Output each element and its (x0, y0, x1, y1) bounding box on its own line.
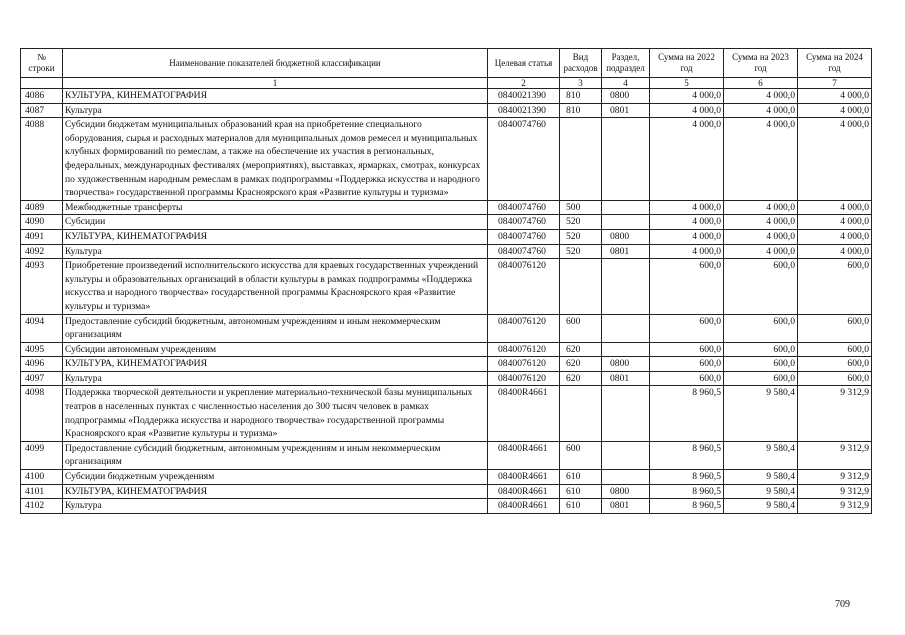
expense-type-cell: 810 (560, 103, 602, 118)
section-cell (602, 470, 650, 485)
sum-2022-cell: 600,0 (650, 342, 724, 357)
budget-table (20, 48, 872, 514)
expense-type-cell: 600 (560, 314, 602, 342)
name-cell: Культура (63, 244, 488, 259)
sum-2022-cell: 4 000,0 (650, 118, 724, 201)
table-row (21, 357, 872, 372)
sum-2022-cell: 8 960,5 (650, 484, 724, 499)
section-cell: 0801 (602, 103, 650, 118)
name-cell: Культура (63, 103, 488, 118)
sum-2023-cell: 9 580,4 (724, 441, 798, 469)
table-row (21, 89, 872, 104)
section-cell: 0801 (602, 499, 650, 514)
section-cell: 0800 (602, 357, 650, 372)
sum-2023-cell: 600,0 (724, 259, 798, 314)
sum-2024-cell: 4 000,0 (798, 118, 872, 201)
sum-2024-cell: 9 312,9 (798, 499, 872, 514)
sum-2022-cell: 4 000,0 (650, 103, 724, 118)
sum-2022-cell: 4 000,0 (650, 244, 724, 259)
row-number-cell: 4087 (21, 103, 63, 118)
section-cell: 0800 (602, 89, 650, 104)
table-row (21, 386, 872, 441)
name-cell: Межбюджетные трансферты (63, 200, 488, 215)
sum-2023-cell: 600,0 (724, 357, 798, 372)
sum-2023-cell: 600,0 (724, 314, 798, 342)
header-name: Наименование показателей бюджетной классификации (63, 49, 488, 78)
row-number-cell: 4102 (21, 499, 63, 514)
row-number-cell: 4091 (21, 229, 63, 244)
expense-type-cell: 500 (560, 200, 602, 215)
row-number-cell: 4086 (21, 89, 63, 104)
sum-2023-cell: 9 580,4 (724, 470, 798, 485)
target-article-cell: 0840021390 (488, 103, 560, 118)
row-number-cell: 4100 (21, 470, 63, 485)
row-number-cell: 4099 (21, 441, 63, 469)
expense-type-cell (560, 118, 602, 201)
name-cell: КУЛЬТУРА, КИНЕМАТОГРАФИЯ (63, 89, 488, 104)
table-row (21, 118, 872, 201)
sum-2023-cell: 4 000,0 (724, 118, 798, 201)
target-article-cell: 08400R4661 (488, 484, 560, 499)
sum-2023-cell: 4 000,0 (724, 103, 798, 118)
target-article-cell: 0840074760 (488, 200, 560, 215)
sum-2022-cell: 600,0 (650, 259, 724, 314)
page-number: 709 (835, 599, 850, 610)
sum-2022-cell: 4 000,0 (650, 215, 724, 230)
section-cell (602, 118, 650, 201)
row-number-cell: 4088 (21, 118, 63, 201)
column-number: 2 (488, 78, 560, 89)
header-sum-2023: Сумма на 2023 год (724, 49, 798, 78)
name-cell: КУЛЬТУРА, КИНЕМАТОГРАФИЯ (63, 357, 488, 372)
sum-2022-cell: 600,0 (650, 357, 724, 372)
table-row (21, 441, 872, 469)
section-cell (602, 342, 650, 357)
target-article-cell: 0840076120 (488, 357, 560, 372)
table-body (21, 89, 872, 514)
sum-2022-cell: 600,0 (650, 314, 724, 342)
name-cell: Приобретение произведений исполнительского искусства для краевых государственных учреждений культуры и образовательных организаций в области культуры в рамках подпрограммы «Поддержка искусства и народного творчества» государственной программы Красноярского края «Развитие культуры и туризма» (63, 259, 488, 314)
expense-type-cell (560, 259, 602, 314)
expense-type-cell: 520 (560, 215, 602, 230)
row-number-cell: 4089 (21, 200, 63, 215)
name-cell: Субсидии бюджетам муниципальных образований края на приобретение специального оборудования, сырья и расходных материалов для муниципальных домов ремесел и муниципальных клубных формирований по ремеслам, а также на обеспечение их участия в региональных, федеральных, международных фестивалях (мероприятиях), выставках, ярмарках, смотрах, конкурсах по художественным народным ремеслам в рамках подпрограммы «Поддержка искусства и народного творчества» государственной программы Красноярского края «Развитие культуры и туризма» (63, 118, 488, 201)
section-cell (602, 259, 650, 314)
table-row (21, 200, 872, 215)
section-cell (602, 314, 650, 342)
target-article-cell: 0840021390 (488, 89, 560, 104)
sum-2022-cell: 8 960,5 (650, 386, 724, 441)
table-row (21, 484, 872, 499)
sum-2022-cell: 8 960,5 (650, 470, 724, 485)
sum-2024-cell: 4 000,0 (798, 89, 872, 104)
sum-2024-cell: 600,0 (798, 342, 872, 357)
table-row (21, 215, 872, 230)
column-number: 5 (650, 78, 724, 89)
column-number: 6 (724, 78, 798, 89)
target-article-cell: 0840076120 (488, 371, 560, 386)
table-row (21, 371, 872, 386)
sum-2024-cell: 9 312,9 (798, 386, 872, 441)
sum-2023-cell: 4 000,0 (724, 244, 798, 259)
expense-type-cell: 620 (560, 371, 602, 386)
column-number: 1 (63, 78, 488, 89)
target-article-cell: 0840074760 (488, 118, 560, 201)
table-row (21, 342, 872, 357)
name-cell: Поддержка творческой деятельности и укрепление материально-технической базы муниципальных театров в населенных пунктах с численностью населения до 300 тысяч человек в рамках подпрограммы «Поддержка искусства и народного творчества» государственной программы Красноярского края «Развитие культуры и туризма» (63, 386, 488, 441)
sum-2024-cell: 9 312,9 (798, 441, 872, 469)
target-article-cell: 0840074760 (488, 229, 560, 244)
expense-type-cell (560, 386, 602, 441)
name-cell: Субсидии (63, 215, 488, 230)
row-number-cell: 4092 (21, 244, 63, 259)
sum-2023-cell: 600,0 (724, 342, 798, 357)
sum-2023-cell: 600,0 (724, 371, 798, 386)
section-cell (602, 441, 650, 469)
target-article-cell: 08400R4661 (488, 499, 560, 514)
row-number-cell: 4097 (21, 371, 63, 386)
expense-type-cell: 520 (560, 229, 602, 244)
target-article-cell: 0840076120 (488, 259, 560, 314)
target-article-cell: 0840074760 (488, 244, 560, 259)
column-number: 3 (560, 78, 602, 89)
expense-type-cell: 610 (560, 484, 602, 499)
section-cell: 0800 (602, 229, 650, 244)
expense-type-cell: 520 (560, 244, 602, 259)
column-number: 7 (798, 78, 872, 89)
expense-type-cell: 620 (560, 342, 602, 357)
column-number-row (21, 78, 872, 89)
expense-type-cell: 610 (560, 499, 602, 514)
name-cell: КУЛЬТУРА, КИНЕМАТОГРАФИЯ (63, 484, 488, 499)
sum-2023-cell: 4 000,0 (724, 200, 798, 215)
expense-type-cell: 600 (560, 441, 602, 469)
target-article-cell: 08400R4661 (488, 441, 560, 469)
name-cell: Культура (63, 371, 488, 386)
table-row (21, 259, 872, 314)
row-number-cell: 4095 (21, 342, 63, 357)
header-expense-type: Вид расходов (560, 49, 602, 78)
sum-2022-cell: 4 000,0 (650, 89, 724, 104)
section-cell (602, 200, 650, 215)
header-section: Раздел, подраздел (602, 49, 650, 78)
target-article-cell: 08400R4661 (488, 470, 560, 485)
section-cell: 0801 (602, 371, 650, 386)
row-number-cell: 4093 (21, 259, 63, 314)
section-cell: 0801 (602, 244, 650, 259)
sum-2024-cell: 4 000,0 (798, 103, 872, 118)
sum-2024-cell: 4 000,0 (798, 229, 872, 244)
section-cell (602, 215, 650, 230)
row-number-cell: 4101 (21, 484, 63, 499)
sum-2023-cell: 4 000,0 (724, 229, 798, 244)
sum-2023-cell: 9 580,4 (724, 484, 798, 499)
expense-type-cell: 620 (560, 357, 602, 372)
table-row (21, 244, 872, 259)
name-cell: КУЛЬТУРА, КИНЕМАТОГРАФИЯ (63, 229, 488, 244)
section-cell: 0800 (602, 484, 650, 499)
name-cell: Предоставление субсидий бюджетным, автономным учреждениям и иным некоммерческим организациям (63, 441, 488, 469)
row-number-cell: 4096 (21, 357, 63, 372)
name-cell: Субсидии бюджетным учреждениям (63, 470, 488, 485)
header-row (21, 49, 872, 78)
header-sum-2024: Сумма на 2024 год (798, 49, 872, 78)
sum-2023-cell: 9 580,4 (724, 499, 798, 514)
header-target-article: Целевая статья (488, 49, 560, 78)
expense-type-cell: 810 (560, 89, 602, 104)
sum-2024-cell: 9 312,9 (798, 470, 872, 485)
sum-2024-cell: 600,0 (798, 259, 872, 314)
header-row-number: № строки (21, 49, 63, 78)
table-row (21, 470, 872, 485)
expense-type-cell: 610 (560, 470, 602, 485)
table-row (21, 103, 872, 118)
sum-2023-cell: 4 000,0 (724, 215, 798, 230)
sum-2024-cell: 600,0 (798, 357, 872, 372)
target-article-cell: 08400R4661 (488, 386, 560, 441)
table-row (21, 499, 872, 514)
sum-2023-cell: 9 580,4 (724, 386, 798, 441)
sum-2024-cell: 4 000,0 (798, 215, 872, 230)
row-number-cell: 4090 (21, 215, 63, 230)
name-cell: Культура (63, 499, 488, 514)
row-number-cell: 4098 (21, 386, 63, 441)
table-row (21, 229, 872, 244)
sum-2023-cell: 4 000,0 (724, 89, 798, 104)
sum-2022-cell: 4 000,0 (650, 229, 724, 244)
name-cell: Субсидии автономным учреждениям (63, 342, 488, 357)
sum-2022-cell: 8 960,5 (650, 499, 724, 514)
section-cell (602, 386, 650, 441)
sum-2024-cell: 4 000,0 (798, 244, 872, 259)
sum-2022-cell: 600,0 (650, 371, 724, 386)
sum-2022-cell: 8 960,5 (650, 441, 724, 469)
row-number-cell: 4094 (21, 314, 63, 342)
target-article-cell: 0840076120 (488, 314, 560, 342)
sum-2024-cell: 4 000,0 (798, 200, 872, 215)
table-row (21, 314, 872, 342)
target-article-cell: 0840074760 (488, 215, 560, 230)
column-number: 4 (602, 78, 650, 89)
header-sum-2022: Сумма на 2022 год (650, 49, 724, 78)
sum-2024-cell: 9 312,9 (798, 484, 872, 499)
sum-2022-cell: 4 000,0 (650, 200, 724, 215)
column-number (21, 78, 63, 89)
sum-2024-cell: 600,0 (798, 314, 872, 342)
target-article-cell: 0840076120 (488, 342, 560, 357)
name-cell: Предоставление субсидий бюджетным, автономным учреждениям и иным некоммерческим организациям (63, 314, 488, 342)
sum-2024-cell: 600,0 (798, 371, 872, 386)
